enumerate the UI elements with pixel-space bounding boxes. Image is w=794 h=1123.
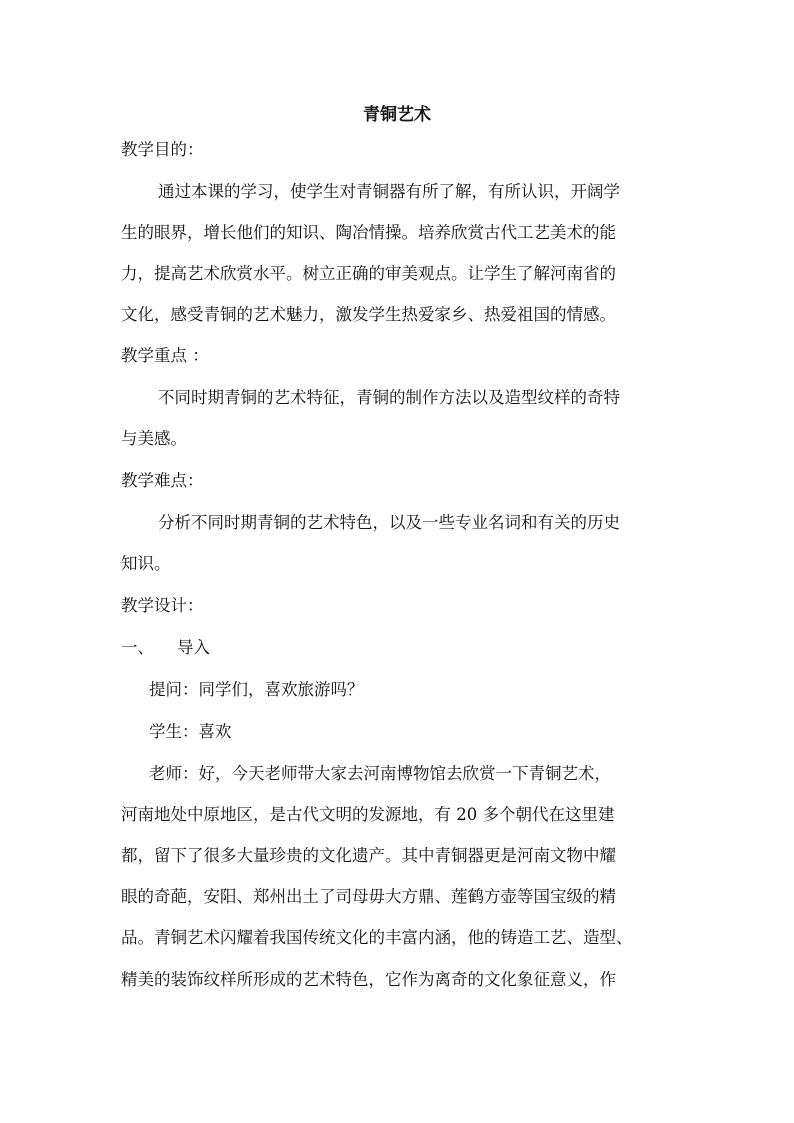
goals-line-4: 文化，感受青铜的艺术魅力，激发学生热爱家乡、热爱祖国的情感。 (121, 305, 616, 324)
teacher-line-3: 都，留下了很多大量珍贵的文化遗产。其中青铜器更是河南文物中耀 (121, 846, 616, 865)
goals-line-3: 力，提高艺术欣赏水平。树立正确的审美观点。让学生了解河南省的 (121, 264, 616, 283)
section-one-number: 一、 (121, 638, 154, 657)
goals-line-1: 通过本课的学习，使学生对青铜器有所了解，有所认识，开阔学 (158, 182, 620, 201)
student-line: 学生：喜欢 (149, 722, 232, 741)
teacher-line-2: 河南地处中原地区，是古代文明的发源地，有 20 多个朝代在这里建 (121, 805, 615, 824)
teacher-line-1: 老师：好，今天老师带大家去河南博物馆去欣赏一下青铜艺术， (149, 764, 611, 783)
goals-line-2: 生的眼界，增长他们的知识、陶冶情操。培养欣赏古代工艺美术的能 (121, 223, 616, 242)
teacher-line-6: 精美的装饰纹样所形成的艺术特色，它作为离奇的文化象征意义，作 (121, 970, 616, 989)
goals-heading: 教学目的： (121, 140, 204, 159)
section-one-title: 导入 (177, 638, 210, 657)
key-points-heading: 教学重点 ： (121, 346, 209, 365)
question-line: 提问：同学们，喜欢旅游吗？ (149, 680, 364, 699)
key-points-line-1: 不同时期青铜的艺术特征，青铜的制作方法以及造型纹样的奇特 (158, 388, 620, 407)
difficulties-line-2: 知识。 (121, 554, 171, 573)
difficulties-heading: 教学难点： (121, 471, 204, 490)
design-heading: 教学设计： (121, 596, 204, 615)
teacher-line-4: 眼的奇葩，安阳、郑州出土了司母毋大方鼎、莲鹤方壶等国宝级的精 (121, 887, 616, 906)
difficulties-line-1: 分析不同时期青铜的艺术特色，以及一些专业名词和有关的历史 (158, 513, 620, 532)
document-title: 青铜艺术 (363, 105, 431, 125)
teacher-line-5: 品。青铜艺术闪耀着我国传统文化的丰富内涵，他的铸造工艺、造型、 (121, 928, 633, 947)
key-points-line-2: 与美感。 (121, 429, 187, 448)
